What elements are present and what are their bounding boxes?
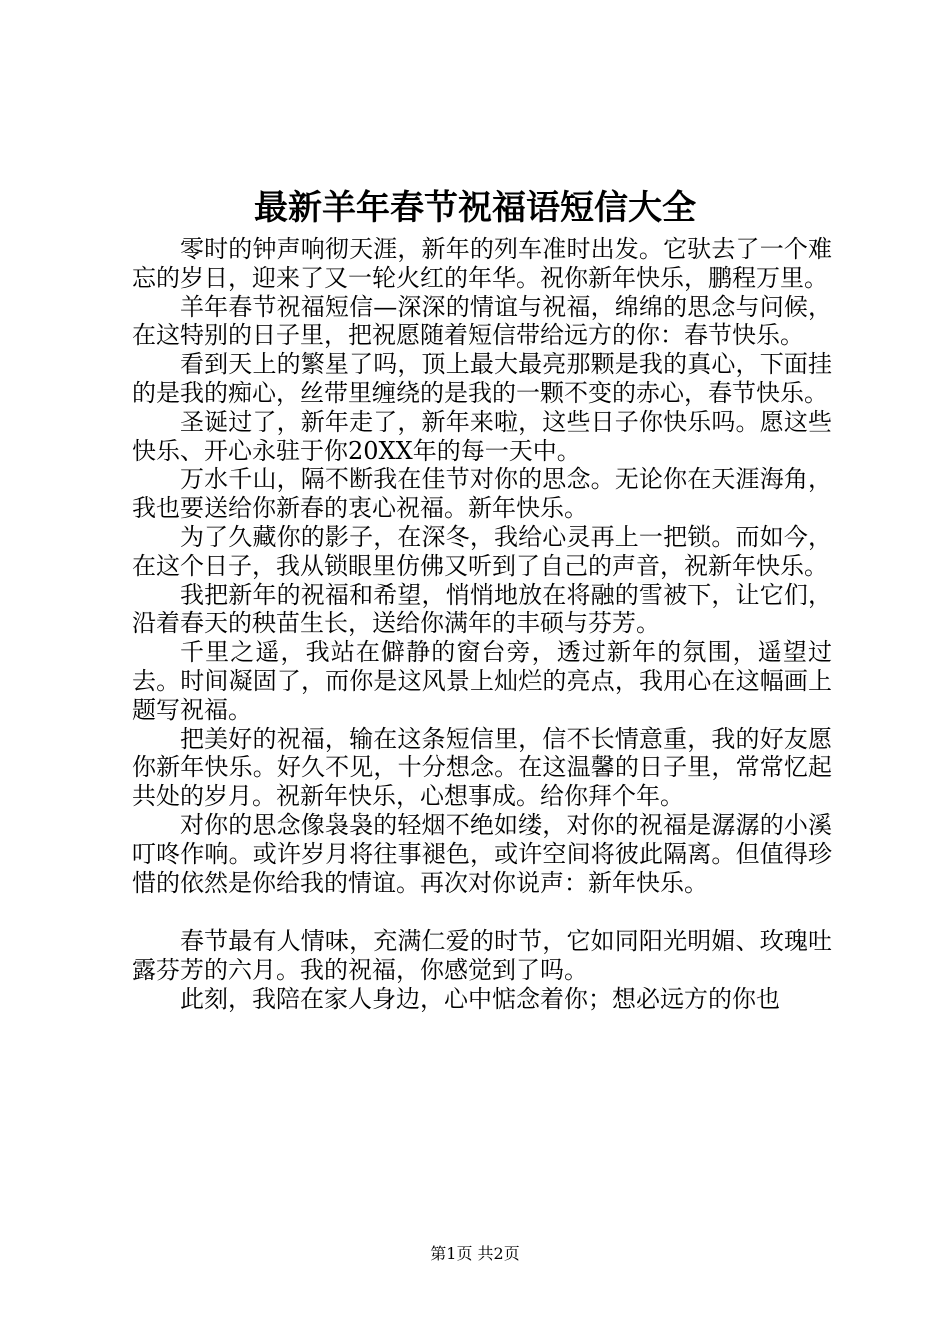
paragraph: 千里之遥，我站在僻静的窗台旁，透过新年的氛围，遥望过去。时间凝固了，而你是这风景上灿烂的亮点，我用心在这幅画上题写祝福。	[132, 638, 832, 724]
page-footer: 第1页 共2页	[430, 1244, 520, 1263]
document-title: 最新羊年春节祝福语短信大全	[254, 188, 696, 228]
paragraph: 万水千山，隔不断我在佳节对你的思念。无论你在天涯海角，我也要送给你新春的衷心祝福。新年快乐。	[132, 465, 832, 523]
paragraph: 春节最有人情味，充满仁爱的时节，它如同阳光明媚、玫瑰吐露芬芳的六月。我的祝福，你感觉到了吗。	[132, 927, 832, 985]
paragraph: 为了久藏你的影子，在深冬，我给心灵再上一把锁。而如今，在这个日子，我从锁眼里仿佛又听到了自己的声音，祝新年快乐。	[132, 522, 832, 580]
paragraph: 把美好的祝福，输在这条短信里，信不长情意重，我的好友愿你新年快乐。好久不见，十分想念。在这温馨的日子里，常常忆起共处的岁月。祝新年快乐，心想事成。给你拜个年。	[132, 724, 832, 811]
paragraph: 此刻，我陪在家人身边，心中惦念着你；想必远方的你也	[180, 984, 780, 1013]
paragraph: 我把新年的祝福和希望，悄悄地放在将融的雪被下，让它们，沿着春天的秧苗生长，送给你满年的丰硕与芬芳。	[132, 580, 832, 638]
paragraph: 圣诞过了，新年走了，新年来啦，这些日子你快乐吗。愿这些快乐、开心永驻于你20XX年的每一天中。	[132, 407, 832, 465]
paragraph-gap	[132, 897, 832, 927]
paragraph: 对你的思念像袅袅的轻烟不绝如缕，对你的祝福是潺潺的小溪叮咚作响。或许岁月将往事褪色，或许空间将彼此隔离。但值得珍惜的依然是你给我的情谊。再次对你说声：新年快乐。	[132, 810, 832, 897]
paragraph: 羊年春节祝福短信—深深的情谊与祝福，绵绵的思念与问候，在这特别的日子里，把祝愿随着短信带给远方的你：春节快乐。	[132, 292, 832, 350]
paragraph: 零时的钟声响彻天涯，新年的列车准时出发。它驮去了一个难忘的岁日，迎来了又一轮火红的年华。祝你新年快乐，鹏程万里。	[132, 235, 832, 292]
document-body	[132, 235, 832, 1014]
paragraph: 看到天上的繁星了吗，顶上最大最亮那颗是我的真心，下面挂的是我的痴心，丝带里缠绕的是我的一颗不变的赤心，春节快乐。	[132, 350, 832, 407]
